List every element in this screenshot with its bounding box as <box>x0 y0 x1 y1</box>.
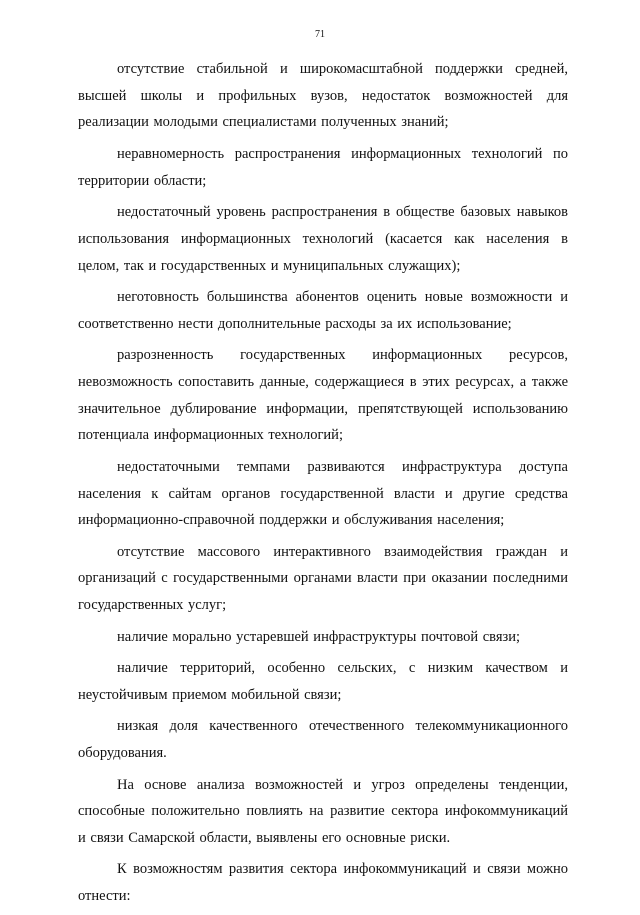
paragraph: На основе анализа возможностей и угроз определены тенденции, способные положительно повлиять на развитие сектора инфокоммуникаций и связи Самарской области, выявлены его основные риски. <box>78 776 568 846</box>
paragraph: низкая доля качественного отечественного телекоммуникационного оборудования. <box>78 718 568 762</box>
paragraph: разрозненность государственных информационных ресурсов, невозможность сопоставить данные, содержащиеся в этих ресурсах, а также значительное дублирование информации, препятствующей использованию потенциала информационных технологий; <box>78 347 568 444</box>
paragraph: недостаточными темпами развиваются инфраструктура доступа населения к сайтам органов государственной власти и другие средства информационно-справочной поддержки и обслуживания населения; <box>78 458 568 529</box>
page-number: 71 <box>315 29 325 40</box>
paragraph: неготовность большинства абонентов оценить новые возможности и соответственно нести дополнительные расходы за их использование; <box>78 289 568 332</box>
paragraph: наличие территорий, особенно сельских, с низким качеством и неустойчивым приемом мобильной связи; <box>78 660 568 703</box>
paragraph: отсутствие стабильной и широкомасштабной поддержки средней, высшей школы и профильных вузов, недостаток возможностей для реализации молодыми специалистами полученных знаний; <box>78 61 568 131</box>
paragraph: неравномерность распространения информационных технологий по территории области; <box>78 145 568 189</box>
paragraph: К возможностям развития сектора инфокоммуникаций и связи можно отнести: <box>78 861 568 905</box>
paragraph: недостаточный уровень распространения в обществе базовых навыков использования информационных технологий (касается как населения в целом, так и государственных и муниципальных служащих); <box>78 204 568 274</box>
paragraph: наличие морально устаревшей инфраструктуры почтовой связи; <box>117 628 521 645</box>
page-body <box>78 56 568 915</box>
paragraph: отсутствие массового интерактивного взаимодействия граждан и организаций с государственными органами власти при оказании последними государственных услуг; <box>78 543 568 614</box>
